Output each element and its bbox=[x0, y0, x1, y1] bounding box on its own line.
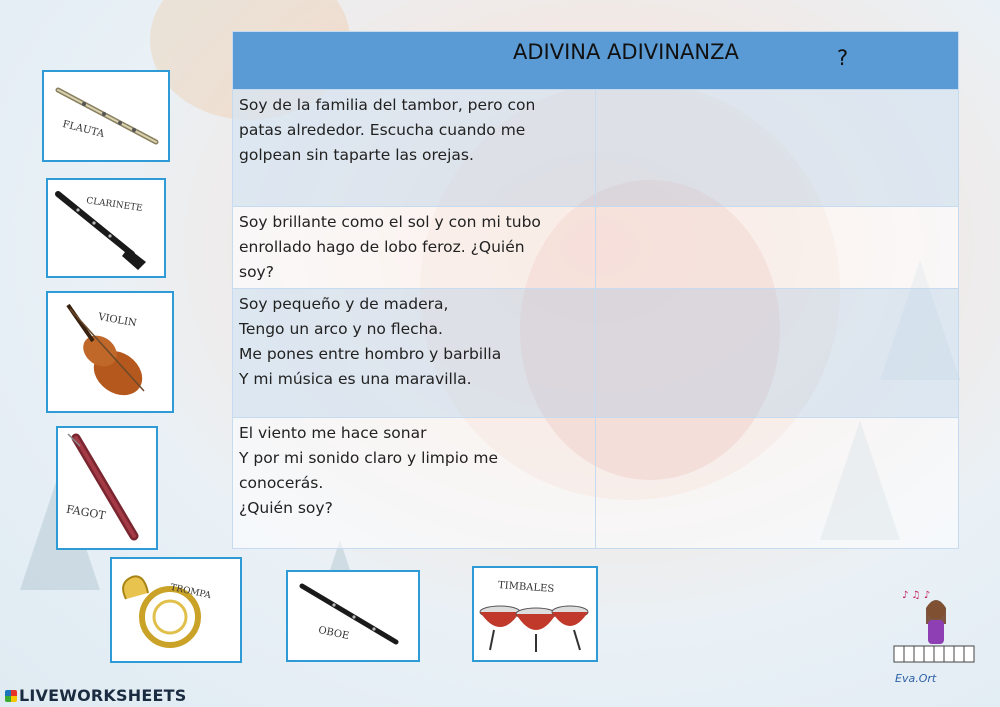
answer-drop-zone[interactable] bbox=[596, 207, 959, 289]
card-fagot[interactable] bbox=[56, 426, 158, 550]
author-avatar-icon bbox=[892, 584, 976, 668]
card-label: TIMBALES bbox=[497, 580, 555, 595]
table-header bbox=[233, 32, 959, 90]
card-label: TROMPA bbox=[169, 582, 212, 602]
card-label: VIOLIN bbox=[97, 311, 138, 330]
flute-icon bbox=[44, 72, 168, 160]
card-label: OBOE bbox=[317, 624, 351, 643]
table-row bbox=[233, 418, 959, 549]
liveworksheets-logo[interactable]: LIVEWORKSHEETS bbox=[5, 686, 186, 705]
card-violin[interactable] bbox=[46, 291, 174, 413]
bassoon-icon bbox=[58, 428, 156, 548]
page-title: ADIVINA ADIVINANZA bbox=[513, 40, 739, 64]
riddle-text: El viento me hace sonar Y por mi sonido claro y limpio me conocerás. ¿Quién soy? bbox=[233, 418, 596, 549]
violin-icon bbox=[48, 293, 172, 411]
card-label: CLARINETE bbox=[85, 196, 144, 214]
card-flauta[interactable] bbox=[42, 70, 170, 162]
svg-text:♪ ♫ ♪: ♪ ♫ ♪ bbox=[902, 590, 931, 601]
table-row bbox=[233, 90, 959, 207]
card-label: FAGOT bbox=[65, 502, 107, 523]
oboe-icon bbox=[288, 572, 418, 660]
riddle-table bbox=[232, 31, 959, 549]
clarinet-icon bbox=[48, 180, 164, 276]
author-name: Eva.Ort bbox=[895, 672, 937, 685]
answer-drop-zone[interactable] bbox=[596, 289, 959, 418]
brand-logo-icon bbox=[5, 690, 17, 702]
card-clarinete[interactable] bbox=[46, 178, 166, 278]
answer-drop-zone[interactable] bbox=[596, 418, 959, 549]
table-row bbox=[233, 289, 959, 418]
card-timbales[interactable] bbox=[472, 566, 598, 662]
title-question-mark: ? bbox=[837, 46, 849, 70]
riddle-text: Soy pequeño y de madera, Tengo un arco y no flecha. Me pones entre hombro y barbilla Y mi música es una maravilla. bbox=[233, 289, 596, 418]
riddle-text: Soy de la familia del tambor, pero con patas alrededor. Escucha cuando me golpean sin taparte las orejas. bbox=[233, 90, 596, 207]
card-trompa[interactable] bbox=[110, 557, 242, 663]
card-label: FLAUTA bbox=[61, 119, 106, 140]
answer-drop-zone[interactable] bbox=[596, 90, 959, 207]
french-horn-icon bbox=[112, 559, 240, 661]
riddle-text: Soy brillante como el sol y con mi tubo enrollado hago de lobo feroz. ¿Quién soy? bbox=[233, 207, 596, 289]
card-oboe[interactable] bbox=[286, 570, 420, 662]
table-row bbox=[233, 207, 959, 289]
